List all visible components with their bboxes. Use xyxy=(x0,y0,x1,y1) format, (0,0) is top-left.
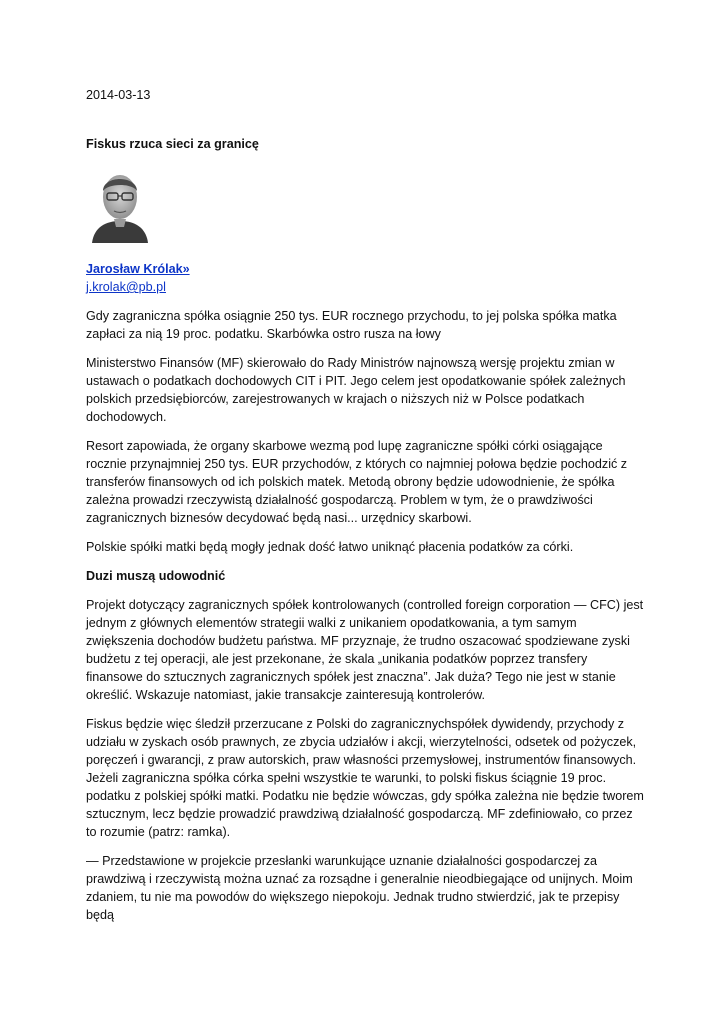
document-page xyxy=(86,86,646,935)
article-date: 2014-03-13 xyxy=(86,88,151,102)
section-subheading: Duzi muszą udowodnić xyxy=(86,569,226,583)
lead-paragraph: Gdy zagraniczna spółka osiągnie 250 tys. EUR rocznego przychodu, to jej polska spółka matka zapłaci za nią 19 proc. podatku. Skarbówka ostro rusza na łowy xyxy=(86,309,617,341)
author-photo xyxy=(88,163,152,243)
body-paragraph: Fiskus będzie więc śledził przerzucane z Polski do zagranicznychspółek dywidendy, przychody z udziału w zyskach osób prawnych, ze zbycia udziałów i akcji, wierzytelności, odsetek od pożyczek, poręczeń i gwarancji, z praw autorskich, praw własności przemysłowej, instrumentów finansowych. Jeżeli zagraniczna spółka córka spełni wszystkie te warunki, to polski fiskus ściągnie 19 proc. podatku z polskiej spółki matki. Podatku nie będzie wówczas, gdy spółka zależna nie będzie tworem sztucznym, lecz będzie prowadzić prawdziwą działalność gospodarczą. MF zdefiniowało, co przez to rozumie (patrz: ramka). xyxy=(86,717,644,839)
body-paragraph: Projekt dotyczący zagranicznych spółek kontrolowanych (controlled foreign corporation — CFC) jest jednym z głównych elementów strategii walki z unikaniem opodatkowania, a tym samym zwiększenia dochodów budżetu państwa. MF przyznaje, że trudno oszacować spodziewane zyski budżetu z tej operacji, ale jest przekonane, że skala „unikania podatków poprzez transfery finansowe do sztucznych zagranicznych spółek jest znaczna”. Jak duża? Tego nie jest w stanie określić. Wskazuje natomiast, jakie transakcje zainteresują kontrolerów. xyxy=(86,598,644,702)
body-paragraph: — Przedstawione w projekcie przesłanki warunkujące uznanie działalności gospodarczej za prawdziwą i rzeczywistą można uznać za rozsądne i generalnie nieodbiegające od unijnych. Moim zdaniem, tu nie ma powodów do większego niepokoju. Jednak trudno stwierdzić, jak te przepisy będą xyxy=(86,854,633,922)
author-name-link[interactable]: Jarosław Królak» xyxy=(86,262,190,276)
body-paragraph: Polskie spółki matki będą mogły jednak dość łatwo uniknąć płacenia podatków za córki. xyxy=(86,540,574,554)
body-paragraph: Resort zapowiada, że organy skarbowe wezmą pod lupę zagraniczne spółki córki osiągające rocznie przynajmniej 250 tys. EUR przychodów, z których co najmniej połowa będzie pochodzić z transferów finansowych od ich polskich matek. Metodą obrony będzie udowodnienie, że spółka zależna prowadzi rzeczywistą działalność gospodarczą. Problem w tym, że o prawdziwości zagranicznych biznesów decydować będą nasi... urzędnicy skarbowi. xyxy=(86,439,628,525)
article-title: Fiskus rzuca sieci za granicę xyxy=(86,137,259,151)
body-paragraph: Ministerstwo Finansów (MF) skierowało do Rady Ministrów najnowszą wersję projektu zmian w ustawach o podatkach dochodowych CIT i PIT. Jego celem jest opodatkowanie spółek zależnych polskich przedsiębiorców, zarejestrowanych w krajach o niższych niż w Polsce podatkach dochodowych. xyxy=(86,356,626,424)
author-email-link[interactable]: j.krolak@pb.pl xyxy=(86,280,166,294)
